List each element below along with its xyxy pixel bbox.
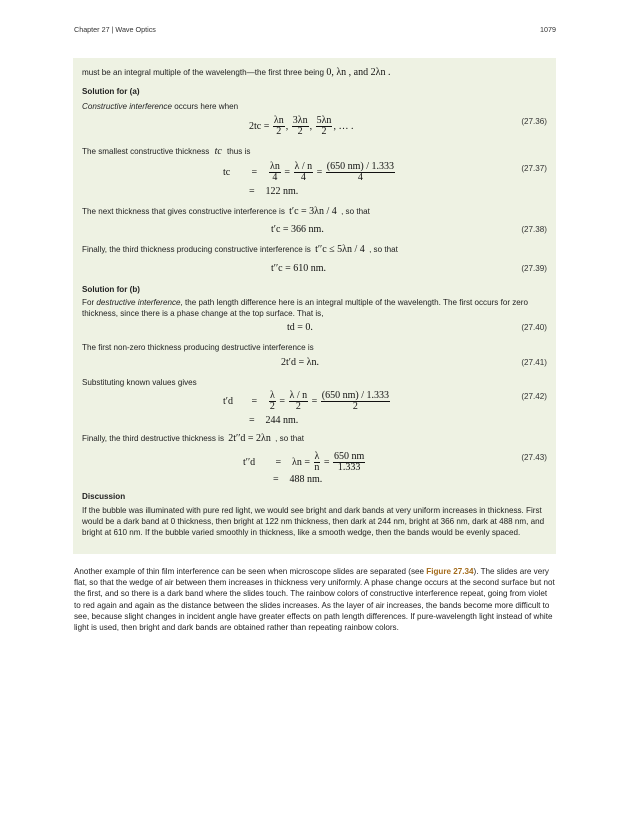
eq7-line2: 244 nm. xyxy=(265,415,299,426)
eq2-frac3: $\frac{(650 nm) / 1.333}{4}$ xyxy=(326,161,394,183)
third-destructive-math: 2t′′d = 2λn xyxy=(228,433,271,444)
intro-math: 0, λn , and 2λn . xyxy=(326,67,391,78)
equation-27-37-line2 xyxy=(249,186,298,197)
equation-27-41: 2t′d = λn. xyxy=(281,357,319,368)
smallest-line xyxy=(82,146,250,157)
eq7-frac1: $\frac{\lambda}{2}$ xyxy=(269,390,275,412)
body-paragraph xyxy=(74,566,556,633)
constructive-line xyxy=(82,101,238,112)
intro-line xyxy=(82,67,552,78)
body-post: ). The slides are very flat, so that the wedge of air between them increases in thickness very uniformly. A phase change occurs at the second surface but not the first, and so there is a dark band where the slides touch. The rainbow colors of constructive interference repeat, going from violet to red again and again as the distance between the slides increases. As the layer of air increases, the bands become more difficult to see, because slight changes in incident angle have greater effects on path length differences. If pure-wavelength light instead of white light is used, then bright and dark bands are obtained rather than repeating rainbow colors. xyxy=(74,567,555,633)
eq-number-27-37: (27.37) xyxy=(521,164,547,173)
eq2-eq: = xyxy=(251,166,258,178)
eq7-frac2: $\frac{\lambda / n}{2}$ xyxy=(289,390,308,412)
eq8-line2: 488 nm. xyxy=(289,474,323,485)
third-destructive-tail: , so that xyxy=(275,434,304,443)
eq8-frac1: $\frac{\lambda}{n}$ xyxy=(314,451,320,473)
third-tail: , so that xyxy=(369,245,398,254)
eq1-frac2: $\frac{3\lambda n}{2}$ xyxy=(292,115,308,137)
discussion-text: If the bubble was illuminated with pure red light, we would see bright and dark bands at very uniform increases in thickness. First would be a dark band at 0 thickness, then bright at 122 nm thickness, then dark at 244 nm, bright at 366 nm, dark at 488 nm, and bright at 610 nm. If the bubble varied smoothly in thickness, like a smooth wedge, then the bands would be evenly spaced. xyxy=(82,506,545,537)
equation-27-38: t′c = 366 nm. xyxy=(271,224,324,235)
eq1-lhs: 2tc = xyxy=(249,120,270,132)
eq-number-27-39: (27.39) xyxy=(521,264,547,273)
eq1-frac1: $\frac{\lambda n}{2}$ xyxy=(273,115,284,137)
third-destructive-line xyxy=(82,433,304,444)
equation-27-43-line2 xyxy=(273,474,322,485)
next-math: t′c = 3λn / 4 xyxy=(289,206,337,217)
eq2-line2: 122 nm. xyxy=(265,186,299,197)
figure-27-34-link[interactable]: Figure 27.34 xyxy=(426,567,474,576)
equation-27-36: 2tc = $\frac{\lambda n}{2}$ , $\frac{3\lambda n}{2}$ , $\frac{5\lambda n}{2}$ , … . xyxy=(249,115,354,137)
eq2-lhs: tc xyxy=(223,166,231,178)
equation-27-43: t′′d = λn = $\frac{\lambda}{n}$ = $\frac{650 nm}{1.333}$ xyxy=(243,451,365,473)
eq-number-27-36: (27.36) xyxy=(521,117,547,126)
solution-a-heading: Solution for (a) xyxy=(82,87,140,96)
third-math: t′′c ≤ 5λn / 4 xyxy=(315,244,365,255)
eq-number-27-40: (27.40) xyxy=(521,323,547,332)
equation-27-40: td = 0. xyxy=(287,322,313,333)
page-number: 1079 xyxy=(540,25,556,34)
equation-27-42-line2 xyxy=(249,415,298,426)
third-line xyxy=(82,244,398,255)
constructive-term: Constructive interference xyxy=(82,102,172,111)
smallest-tail: thus is xyxy=(227,147,251,156)
eq2-frac1: $\frac{\lambda n}{4}$ xyxy=(270,161,280,183)
equation-27-39: t′′c = 610 nm. xyxy=(271,263,327,274)
smallest-var: tc xyxy=(214,146,222,157)
equation-27-42: t′d = $\frac{\lambda}{2}$ = $\frac{\lambda / n}{2}$ = $\frac{(650 nm) / 1.333}{2}$ xyxy=(223,390,389,412)
eq2-eq2: = xyxy=(249,186,255,197)
smallest-text: The smallest constructive thickness xyxy=(82,147,210,156)
eq8-eq2: = xyxy=(273,474,279,485)
chapter-header: Chapter 27 | Wave Optics xyxy=(74,25,156,34)
first-nonzero-line: The first non-zero thickness producing destructive interference is xyxy=(82,343,314,352)
eq2-frac2: $\frac{\lambda / n}{4}$ xyxy=(294,161,313,183)
body-pre: Another example of thin film interference can be seen when microscope slides are separated (see xyxy=(74,567,427,576)
next-tail: , so that xyxy=(341,207,370,216)
third-text: Finally, the third thickness producing constructive interference is xyxy=(82,245,311,254)
destructive-pre: For xyxy=(82,298,97,307)
equation-27-37: tc = $\frac{\lambda n}{4}$ = $\frac{\lambda / n}{4}$ = $\frac{(650 nm) / 1.333}{4}$ xyxy=(223,161,394,183)
eq7-eq: = xyxy=(251,395,258,407)
eq8-lhs: t′′d xyxy=(243,456,256,468)
destructive-rest: , the path length difference here is an integral multiple of the wavelength. The first occurs for zero thickness, since there is a phase change at the top surface. That is, xyxy=(82,298,529,318)
eq7-frac3: $\frac{(650 nm) / 1.333}{2}$ xyxy=(321,390,389,412)
next-line xyxy=(82,206,370,217)
destructive-paragraph xyxy=(82,297,550,319)
substituting-line: Substituting known values gives xyxy=(82,378,197,387)
eq1-tail: , … . xyxy=(333,120,354,132)
constructive-rest: occurs here when xyxy=(171,102,239,111)
eq-number-27-43: (27.43) xyxy=(521,453,547,462)
eq8-mid: λn = xyxy=(292,456,310,468)
eq1-frac3: $\frac{5\lambda n}{2}$ xyxy=(316,115,332,137)
next-text: The next thickness that gives constructive interference is xyxy=(82,207,285,216)
discussion-heading: Discussion xyxy=(82,492,126,501)
eq-number-27-41: (27.41) xyxy=(521,358,547,367)
eq7-lhs: t′d xyxy=(223,395,233,407)
eq8-frac2: $\frac{650 nm}{1.333}$ xyxy=(334,451,365,473)
example-box xyxy=(73,58,556,554)
eq-number-27-38: (27.38) xyxy=(521,225,547,234)
solution-b-heading: Solution for (b) xyxy=(82,285,140,294)
eq-number-27-42: (27.42) xyxy=(521,392,547,401)
destructive-term: destructive interference xyxy=(96,298,181,307)
eq7-eq2: = xyxy=(249,415,255,426)
eq8-eq: = xyxy=(275,456,282,468)
third-destructive-text: Finally, the third destructive thickness is xyxy=(82,434,224,443)
intro-text: must be an integral multiple of the wavelength—the first three being xyxy=(82,68,325,77)
